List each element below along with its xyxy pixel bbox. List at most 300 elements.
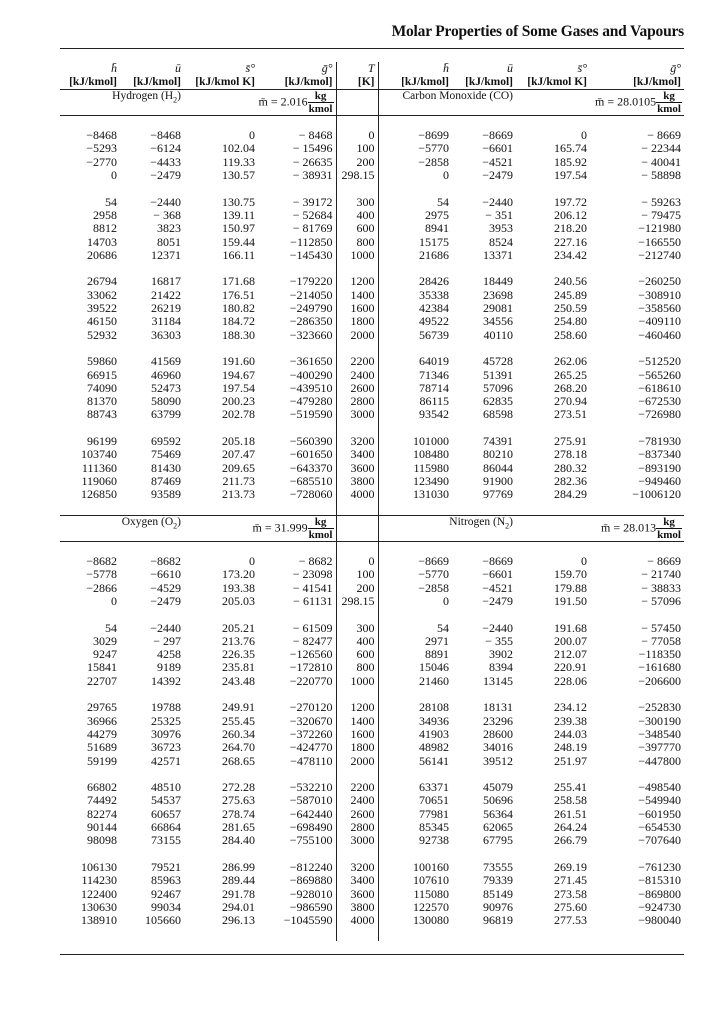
right-gas-value: 284.29: [554, 488, 587, 502]
right-gas-value: −206600: [638, 674, 681, 688]
left-gas-value: 205.03: [222, 594, 255, 608]
right-gas-value: 212.07: [554, 648, 587, 662]
temperature-cell: 0: [368, 555, 375, 569]
temperature-cell: 2600: [350, 807, 375, 821]
right-gas-value: 21686: [378, 249, 452, 262]
right-gas-value: 63371: [378, 781, 452, 794]
left-gas-value: 54537: [151, 794, 181, 808]
right-gas-value: 255.41: [554, 781, 587, 795]
left-gas-value: −560390: [258, 435, 336, 448]
left-gas-value: 275.63: [222, 794, 255, 808]
right-gas-value: −397770: [638, 741, 681, 755]
right-gas-value: 265.25: [554, 368, 587, 382]
right-gas-value: 107610: [378, 874, 452, 887]
table-row: [60, 901, 684, 914]
right-gas-value: 245.89: [554, 288, 587, 302]
right-gas-value: 191.50: [554, 594, 587, 608]
right-gas-value: 91900: [483, 474, 513, 488]
left-gas-value: −286350: [258, 315, 336, 328]
left-gas-value: −6610: [150, 568, 181, 582]
table-row: [60, 888, 684, 901]
left-gas-value: − 52684: [258, 209, 336, 222]
right-gas-value: 93542: [378, 408, 452, 421]
right-gas-value: 115980: [378, 462, 452, 475]
left-gas-value: − 61131: [258, 595, 336, 608]
right-gas-value: 0: [581, 555, 587, 569]
left-gas-value: 286.99: [222, 860, 255, 874]
temperature-cell: 2600: [350, 381, 375, 395]
right-gas-value: 266.79: [554, 834, 587, 848]
gas-name: [378, 515, 516, 541]
left-gas-value: 130630: [81, 900, 117, 914]
right-gas-value: 54: [378, 622, 452, 635]
left-gas-value: 33062: [87, 288, 117, 302]
left-gas-value: 8812: [93, 222, 117, 236]
left-gas-value: 3823: [157, 222, 181, 236]
gas-name-text: Carbon Monoxide (CO): [402, 89, 513, 102]
right-gas-value: − 38833: [641, 581, 681, 595]
left-gas-value: 255.45: [222, 714, 255, 728]
left-gas-value: 93589: [151, 488, 181, 502]
molar-mass-value: 2.016: [280, 94, 308, 109]
left-gas-value: −6124: [150, 142, 181, 156]
unit-kg: kg: [308, 516, 334, 529]
right-gas-value: 2975: [378, 209, 452, 222]
left-gas-value: −361650: [258, 355, 336, 368]
right-gas-value: − 8669: [647, 555, 681, 569]
temperature-cell: 4000: [350, 488, 375, 502]
left-gas-value: 75469: [151, 448, 181, 462]
right-gas-value: 90976: [483, 900, 513, 914]
right-gas-value: 74391: [483, 435, 513, 449]
table-row: [60, 196, 684, 209]
temperature-cell: 3200: [350, 435, 375, 449]
left-gas-value: 264.70: [222, 741, 255, 755]
right-gas-value: − 21740: [641, 568, 681, 582]
right-gas-value: −212740: [638, 248, 681, 262]
right-gas-value: 273.58: [554, 887, 587, 901]
left-gas-value: 52473: [151, 381, 181, 395]
right-gas-value: −837340: [638, 448, 681, 462]
left-gas-value: −928010: [258, 888, 336, 901]
right-gas-value: 54: [378, 196, 452, 209]
left-gas-value: −172810: [258, 661, 336, 674]
left-gas-value: 3029: [93, 634, 117, 648]
table-row: [60, 874, 684, 887]
temperature-cell: 1000: [350, 674, 375, 688]
left-gas-value: 191.60: [222, 355, 255, 369]
right-gas-value: 262.06: [554, 355, 587, 369]
right-gas-value: 240.56: [554, 275, 587, 289]
left-gas-value: 14392: [151, 674, 181, 688]
right-gas-value: 200.07: [554, 634, 587, 648]
right-gas-value: 71346: [378, 369, 452, 382]
left-gas-value: 243.48: [222, 674, 255, 688]
right-gas-value: 3902: [489, 648, 513, 662]
left-gas-value: 9189: [157, 661, 181, 675]
left-gas-value: −424770: [258, 741, 336, 754]
left-gas-value: −400290: [258, 369, 336, 382]
right-gas-value: 97769: [483, 488, 513, 502]
right-gas-value: −618610: [638, 381, 681, 395]
left-gas-value: 16817: [151, 275, 181, 289]
temperature-cell: 200: [356, 155, 375, 169]
right-gas-value: 179.88: [554, 581, 587, 595]
right-gas-value: − 57450: [641, 621, 681, 635]
right-gas-value: 258.58: [554, 794, 587, 808]
right-gas-value: − 77058: [641, 634, 681, 648]
left-gas-value: 25325: [151, 714, 181, 728]
left-gas-value: 272.28: [222, 781, 255, 795]
right-gas-value: −6601: [482, 142, 513, 156]
right-gas-value: −300190: [638, 714, 681, 728]
left-gas-value: 209.65: [222, 461, 255, 475]
left-gas-value: −755100: [258, 834, 336, 847]
unit-header: [kJ/kmol]: [120, 76, 184, 90]
left-gas-value: 105660: [145, 914, 181, 928]
right-gas-value: −308910: [638, 288, 681, 302]
right-gas-value: − 40041: [641, 155, 681, 169]
left-gas-value: 26794: [87, 275, 117, 289]
left-gas-value: 90144: [87, 821, 117, 835]
left-gas-value: −8682: [86, 555, 117, 569]
symbol-header: s̄°: [577, 62, 587, 76]
symbol-header: ū: [507, 62, 513, 76]
right-gas-value: −512520: [638, 355, 681, 369]
table-row: [60, 129, 684, 142]
right-gas-value: 8941: [378, 222, 452, 235]
temperature-cell: 2000: [350, 328, 375, 342]
left-gas-value: − 297: [153, 634, 181, 648]
left-gas-value: −685510: [258, 475, 336, 488]
left-gas-value: −4529: [150, 581, 181, 595]
left-gas-value: 122400: [81, 887, 117, 901]
right-gas-value: −654530: [638, 821, 681, 835]
unit-kmol: kmol: [657, 102, 681, 115]
right-gas-value: 270.94: [554, 395, 587, 409]
left-gas-value: 114230: [81, 874, 117, 888]
right-gas-value: 273.51: [554, 408, 587, 422]
left-gas-value: 176.51: [222, 288, 255, 302]
right-gas-value: 264.24: [554, 821, 587, 835]
right-gas-value: −5770: [378, 568, 452, 581]
temperature-cell: 2200: [350, 781, 375, 795]
left-gas-value: 284.40: [222, 834, 255, 848]
temperature-cell: 2200: [350, 355, 375, 369]
left-gas-value: 96199: [87, 435, 117, 449]
left-gas-value: − 8682: [258, 555, 336, 568]
table-row: [60, 622, 684, 635]
table-row: [60, 355, 684, 368]
table-row: [60, 302, 684, 315]
table-row: [60, 595, 684, 608]
right-gas-value: 0: [378, 169, 452, 182]
right-gas-value: 23698: [483, 288, 513, 302]
left-gas-value: −601650: [258, 448, 336, 461]
right-gas-value: 28426: [378, 275, 452, 288]
right-gas-value: 251.97: [554, 754, 587, 768]
left-gas-value: 2958: [93, 208, 117, 222]
left-gas-value: −249790: [258, 302, 336, 315]
left-gas-value: 81370: [87, 395, 117, 409]
left-gas-value: 138910: [81, 914, 117, 928]
gas-name-text: Nitrogen (N: [449, 515, 506, 528]
temperature-cell: 1800: [350, 741, 375, 755]
table-row: [60, 648, 684, 661]
right-gas-value: −781930: [638, 435, 681, 449]
temperature-cell: 3000: [350, 408, 375, 422]
left-gas-value: 98098: [87, 834, 117, 848]
unit-header: [K]: [336, 76, 378, 90]
table-row: [60, 222, 684, 235]
right-gas-value: − 79475: [641, 208, 681, 222]
right-gas-value: − 22344: [641, 142, 681, 156]
right-gas-value: 85149: [483, 887, 513, 901]
table-row: [60, 741, 684, 754]
left-gas-value: 202.78: [222, 408, 255, 422]
temperature-cell: 1200: [350, 701, 375, 715]
table-row: [60, 275, 684, 288]
symbol-header: h̄: [111, 62, 117, 76]
left-gas-value: 291.78: [222, 887, 255, 901]
right-gas-value: 261.51: [554, 807, 587, 821]
left-gas-value: −179220: [258, 275, 336, 288]
unit-header: [kJ/kmol K]: [516, 76, 590, 90]
left-gas-value: − 26635: [258, 156, 336, 169]
right-gas-value: 28600: [483, 727, 513, 741]
right-gas-value: 56141: [378, 755, 452, 768]
table-row: [60, 635, 684, 648]
right-gas-value: −460460: [638, 328, 681, 342]
left-gas-value: −8468: [150, 129, 181, 143]
left-gas-value: −2440: [150, 621, 181, 635]
left-gas-value: 211.73: [222, 474, 255, 488]
left-gas-value: 20686: [87, 248, 117, 262]
left-gas-value: −587010: [258, 794, 336, 807]
left-gas-value: 12371: [151, 248, 181, 262]
right-gas-value: 39512: [483, 754, 513, 768]
gas-name-close: ): [177, 515, 181, 528]
unit-header: [kJ/kmol]: [452, 76, 516, 90]
right-gas-value: −2479: [482, 169, 513, 183]
left-gas-value: 119060: [81, 474, 117, 488]
table-row: [60, 661, 684, 674]
left-gas-value: 213.73: [222, 488, 255, 502]
right-gas-value: − 351: [485, 208, 513, 222]
left-gas-value: 119.33: [222, 155, 255, 169]
left-gas-value: 0: [249, 129, 255, 143]
left-gas-value: 58090: [151, 395, 181, 409]
molar-mass-label: m̄ =: [252, 520, 272, 535]
right-gas-value: 8394: [489, 661, 513, 675]
temperature-header-blank: [336, 89, 378, 115]
right-gas-value: 258.60: [554, 328, 587, 342]
right-gas-value: − 355: [485, 634, 513, 648]
right-gas-value: 244.03: [554, 727, 587, 741]
unit-kmol: kmol: [308, 528, 333, 541]
right-gas-value: −2440: [482, 621, 513, 635]
right-gas-value: −726980: [638, 408, 681, 422]
right-gas-value: 85345: [378, 821, 452, 834]
right-gas-value: 49522: [378, 315, 452, 328]
left-gas-value: 30976: [151, 727, 181, 741]
symbol-header: ḡ°: [670, 62, 681, 76]
left-gas-value: −5778: [86, 568, 117, 582]
right-gas-value: 34556: [483, 315, 513, 329]
temperature-cell: 400: [356, 634, 375, 648]
table-row: [60, 236, 684, 249]
left-gas-value: −5293: [86, 142, 117, 156]
left-gas-value: 173.20: [222, 568, 255, 582]
gas-name-close: ): [177, 89, 181, 102]
right-gas-value: 68598: [483, 408, 513, 422]
temperature-cell: 100: [356, 568, 375, 582]
left-gas-value: 200.23: [222, 395, 255, 409]
table-row: [60, 821, 684, 834]
temperature-cell: 2800: [350, 395, 375, 409]
left-gas-value: 48510: [151, 781, 181, 795]
right-gas-value: −565260: [638, 368, 681, 382]
left-gas-value: −2440: [150, 195, 181, 209]
table-row: [60, 462, 684, 475]
right-gas-value: −4521: [482, 581, 513, 595]
right-gas-value: 123490: [378, 475, 452, 488]
right-gas-value: 18449: [483, 275, 513, 289]
left-gas-value: 180.82: [222, 302, 255, 316]
right-gas-value: 268.20: [554, 381, 587, 395]
table-row: [60, 781, 684, 794]
table-row: [60, 369, 684, 382]
left-gas-value: −698490: [258, 821, 336, 834]
right-gas-value: 48982: [378, 741, 452, 754]
right-gas-value: −2858: [378, 156, 452, 169]
left-gas-value: −642440: [258, 808, 336, 821]
left-gas-value: 150.97: [222, 222, 255, 236]
left-gas-value: 130.57: [222, 169, 255, 183]
left-gas-value: 52932: [87, 328, 117, 342]
left-gas-value: 205.18: [222, 435, 255, 449]
left-gas-value: 81430: [151, 461, 181, 475]
molar-mass-value: 31.999: [274, 520, 308, 535]
left-gas-value: 106130: [81, 860, 117, 874]
right-gas-value: 8891: [378, 648, 452, 661]
molar-mass-label: m̄ =: [595, 94, 615, 109]
right-gas-value: 45728: [483, 355, 513, 369]
table-row: [60, 315, 684, 328]
unit-header: [kJ/kmol]: [378, 76, 452, 90]
right-gas-value: 197.54: [554, 169, 587, 183]
right-gas-value: 78714: [378, 382, 452, 395]
right-gas-value: −348540: [638, 727, 681, 741]
right-gas-value: −549940: [638, 794, 681, 808]
table-row: [60, 408, 684, 421]
right-gas-value: −6601: [482, 568, 513, 582]
right-gas-value: 228.06: [554, 674, 587, 688]
left-gas-value: −2479: [150, 169, 181, 183]
left-gas-value: −8468: [86, 129, 117, 143]
right-gas-value: −118350: [638, 648, 681, 662]
temperature-cell: 2000: [350, 754, 375, 768]
temperature-cell: 600: [356, 648, 375, 662]
left-gas-value: 82274: [87, 807, 117, 821]
left-gas-value: 296.13: [222, 914, 255, 928]
left-gas-value: 54: [105, 621, 117, 635]
left-gas-value: 184.72: [222, 315, 255, 329]
temperature-cell: 800: [356, 661, 375, 675]
right-gas-value: −498540: [638, 781, 681, 795]
gas-name: [60, 515, 184, 541]
right-gas-value: 234.42: [554, 248, 587, 262]
left-gas-value: 22707: [87, 674, 117, 688]
left-gas-value: −220770: [258, 675, 336, 688]
temperature-cell: 2400: [350, 794, 375, 808]
gas-name-close: ): [509, 515, 513, 528]
table-row: [60, 555, 684, 568]
temperature-cell: 200: [356, 581, 375, 595]
right-gas-value: 250.59: [554, 302, 587, 316]
left-gas-value: −8682: [150, 555, 181, 569]
right-gas-value: 21460: [378, 675, 452, 688]
left-gas-value: 42571: [151, 754, 181, 768]
unit-kmol: kmol: [308, 102, 333, 115]
right-gas-value: 45079: [483, 781, 513, 795]
gas-name-text: Oxygen (O: [121, 515, 174, 528]
left-gas-value: −1045590: [258, 914, 336, 927]
right-gas-value: 191.68: [554, 621, 587, 635]
left-gas-value: 188.30: [222, 328, 255, 342]
temperature-cell: 600: [356, 222, 375, 236]
table-row: [60, 289, 684, 302]
left-gas-value: 36966: [87, 714, 117, 728]
left-gas-value: − 41541: [258, 582, 336, 595]
left-gas-value: 41569: [151, 355, 181, 369]
unit-header: [kJ/kmol]: [590, 76, 684, 90]
temperature-cell: 1400: [350, 288, 375, 302]
temperature-cell: 1600: [350, 302, 375, 316]
right-gas-value: 234.12: [554, 701, 587, 715]
right-gas-value: 239.38: [554, 714, 587, 728]
left-gas-value: 66864: [151, 821, 181, 835]
temperature-cell: 400: [356, 208, 375, 222]
unit-kg: kg: [656, 90, 682, 103]
right-gas-value: − 8669: [647, 129, 681, 143]
right-gas-value: 282.36: [554, 474, 587, 488]
table-row: [60, 329, 684, 342]
right-gas-value: −8669: [378, 555, 452, 568]
table-row: [60, 249, 684, 262]
left-gas-value: −812240: [258, 861, 336, 874]
left-gas-value: 103740: [81, 448, 117, 462]
left-gas-value: 39522: [87, 302, 117, 316]
left-gas-value: 59199: [87, 754, 117, 768]
left-gas-value: 36723: [151, 741, 181, 755]
unit-header: [kJ/kmol K]: [184, 76, 258, 90]
temperature-cell: 3800: [350, 474, 375, 488]
right-gas-value: 159.70: [554, 568, 587, 582]
right-gas-value: 77981: [378, 808, 452, 821]
left-gas-value: 235.81: [222, 661, 255, 675]
temperature-cell: 2400: [350, 368, 375, 382]
left-gas-value: 54: [105, 195, 117, 209]
right-gas-value: −8699: [378, 129, 452, 142]
table-row: [60, 755, 684, 768]
right-gas-value: 96819: [483, 914, 513, 928]
left-gas-value: 74090: [87, 381, 117, 395]
right-gas-value: 2971: [378, 635, 452, 648]
right-gas-value: 254.80: [554, 315, 587, 329]
right-gas-value: 8524: [489, 235, 513, 249]
right-gas-value: 80210: [483, 448, 513, 462]
